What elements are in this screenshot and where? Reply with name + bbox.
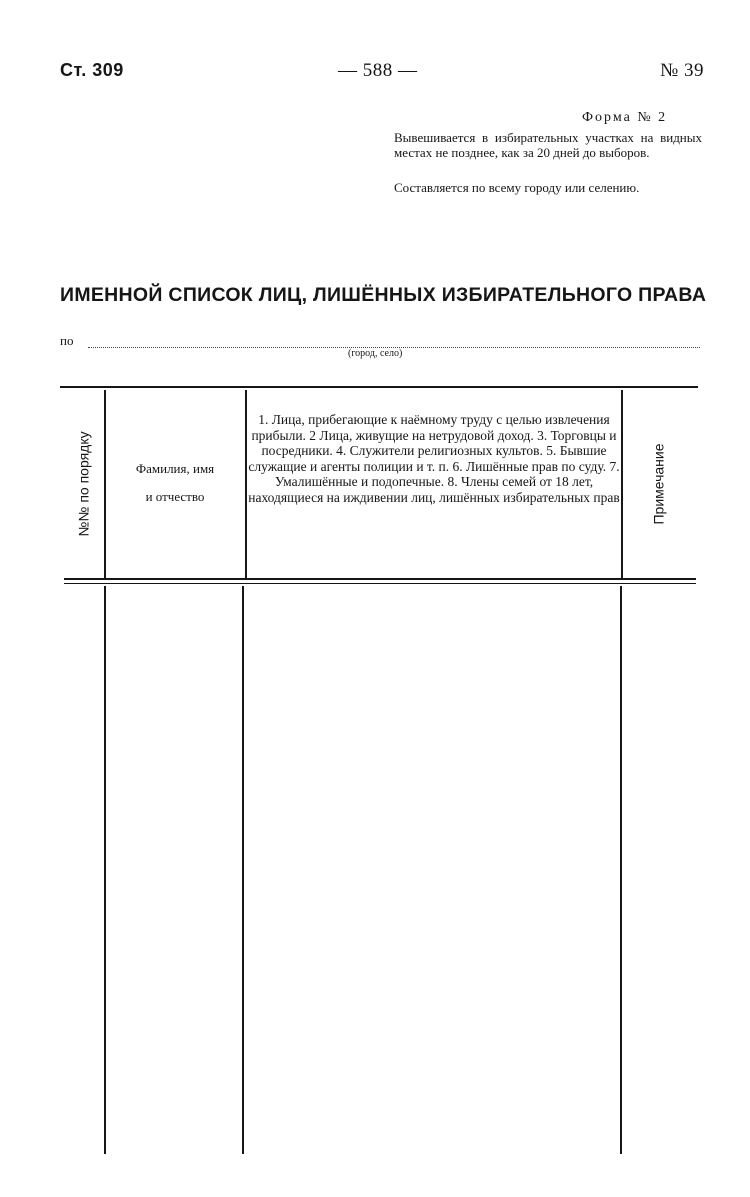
location-prefix: по [60,333,74,348]
column-header-number [64,390,104,578]
column-divider [245,390,247,578]
location-hint: (город, село) [348,348,403,359]
posting-note: Вывешивается в избирательных участках на видных местах не позднее, как за 20 дней до выборов. [394,130,702,160]
column-header-name-line2: и отчество [145,489,205,504]
column-header-note-label: Примечание [651,443,668,525]
page-title: ИМЕННОЙ СПИСОК ЛИЦ, ЛИШЁННЫХ ИЗБИРАТЕЛЬНОГО ПРАВА [60,284,707,306]
column-divider [104,586,106,1154]
header-bottom-rule [64,578,696,580]
table-top-rule [60,386,698,388]
form-number: Форма № 2 [582,110,668,125]
document-number: № 39 [660,60,704,81]
column-divider [242,586,244,1154]
scope-note: Составляется по всему городу или селению. [394,180,640,195]
column-header-number-label: №№ по порядку [76,431,92,537]
article-number: Ст. 309 [60,60,124,80]
column-header-name [106,455,244,511]
page-number: — 588 — [338,60,418,81]
header-bottom-rule-thin [64,583,696,584]
column-header-name-line1: Фамилия, имя [135,461,215,476]
column-header-note [622,390,696,578]
column-header-categories: 1. Лица, прибегающие к наёмному труду с целью извлечения прибыли. 2 Лица, живущие на нетрудовой доход. 3. Торговцы и посредники. 4. Служители религиозных культов. 5. Бывшие служащие и агенты полиции и т. п. 6. Лишённые прав по суду. 7. Умалишённые и подопечные. 8. Члены семей от 18 лет, находящиеся на иждивении лиц, лишённых избирательных прав [248,412,620,505]
column-divider [620,586,622,1154]
